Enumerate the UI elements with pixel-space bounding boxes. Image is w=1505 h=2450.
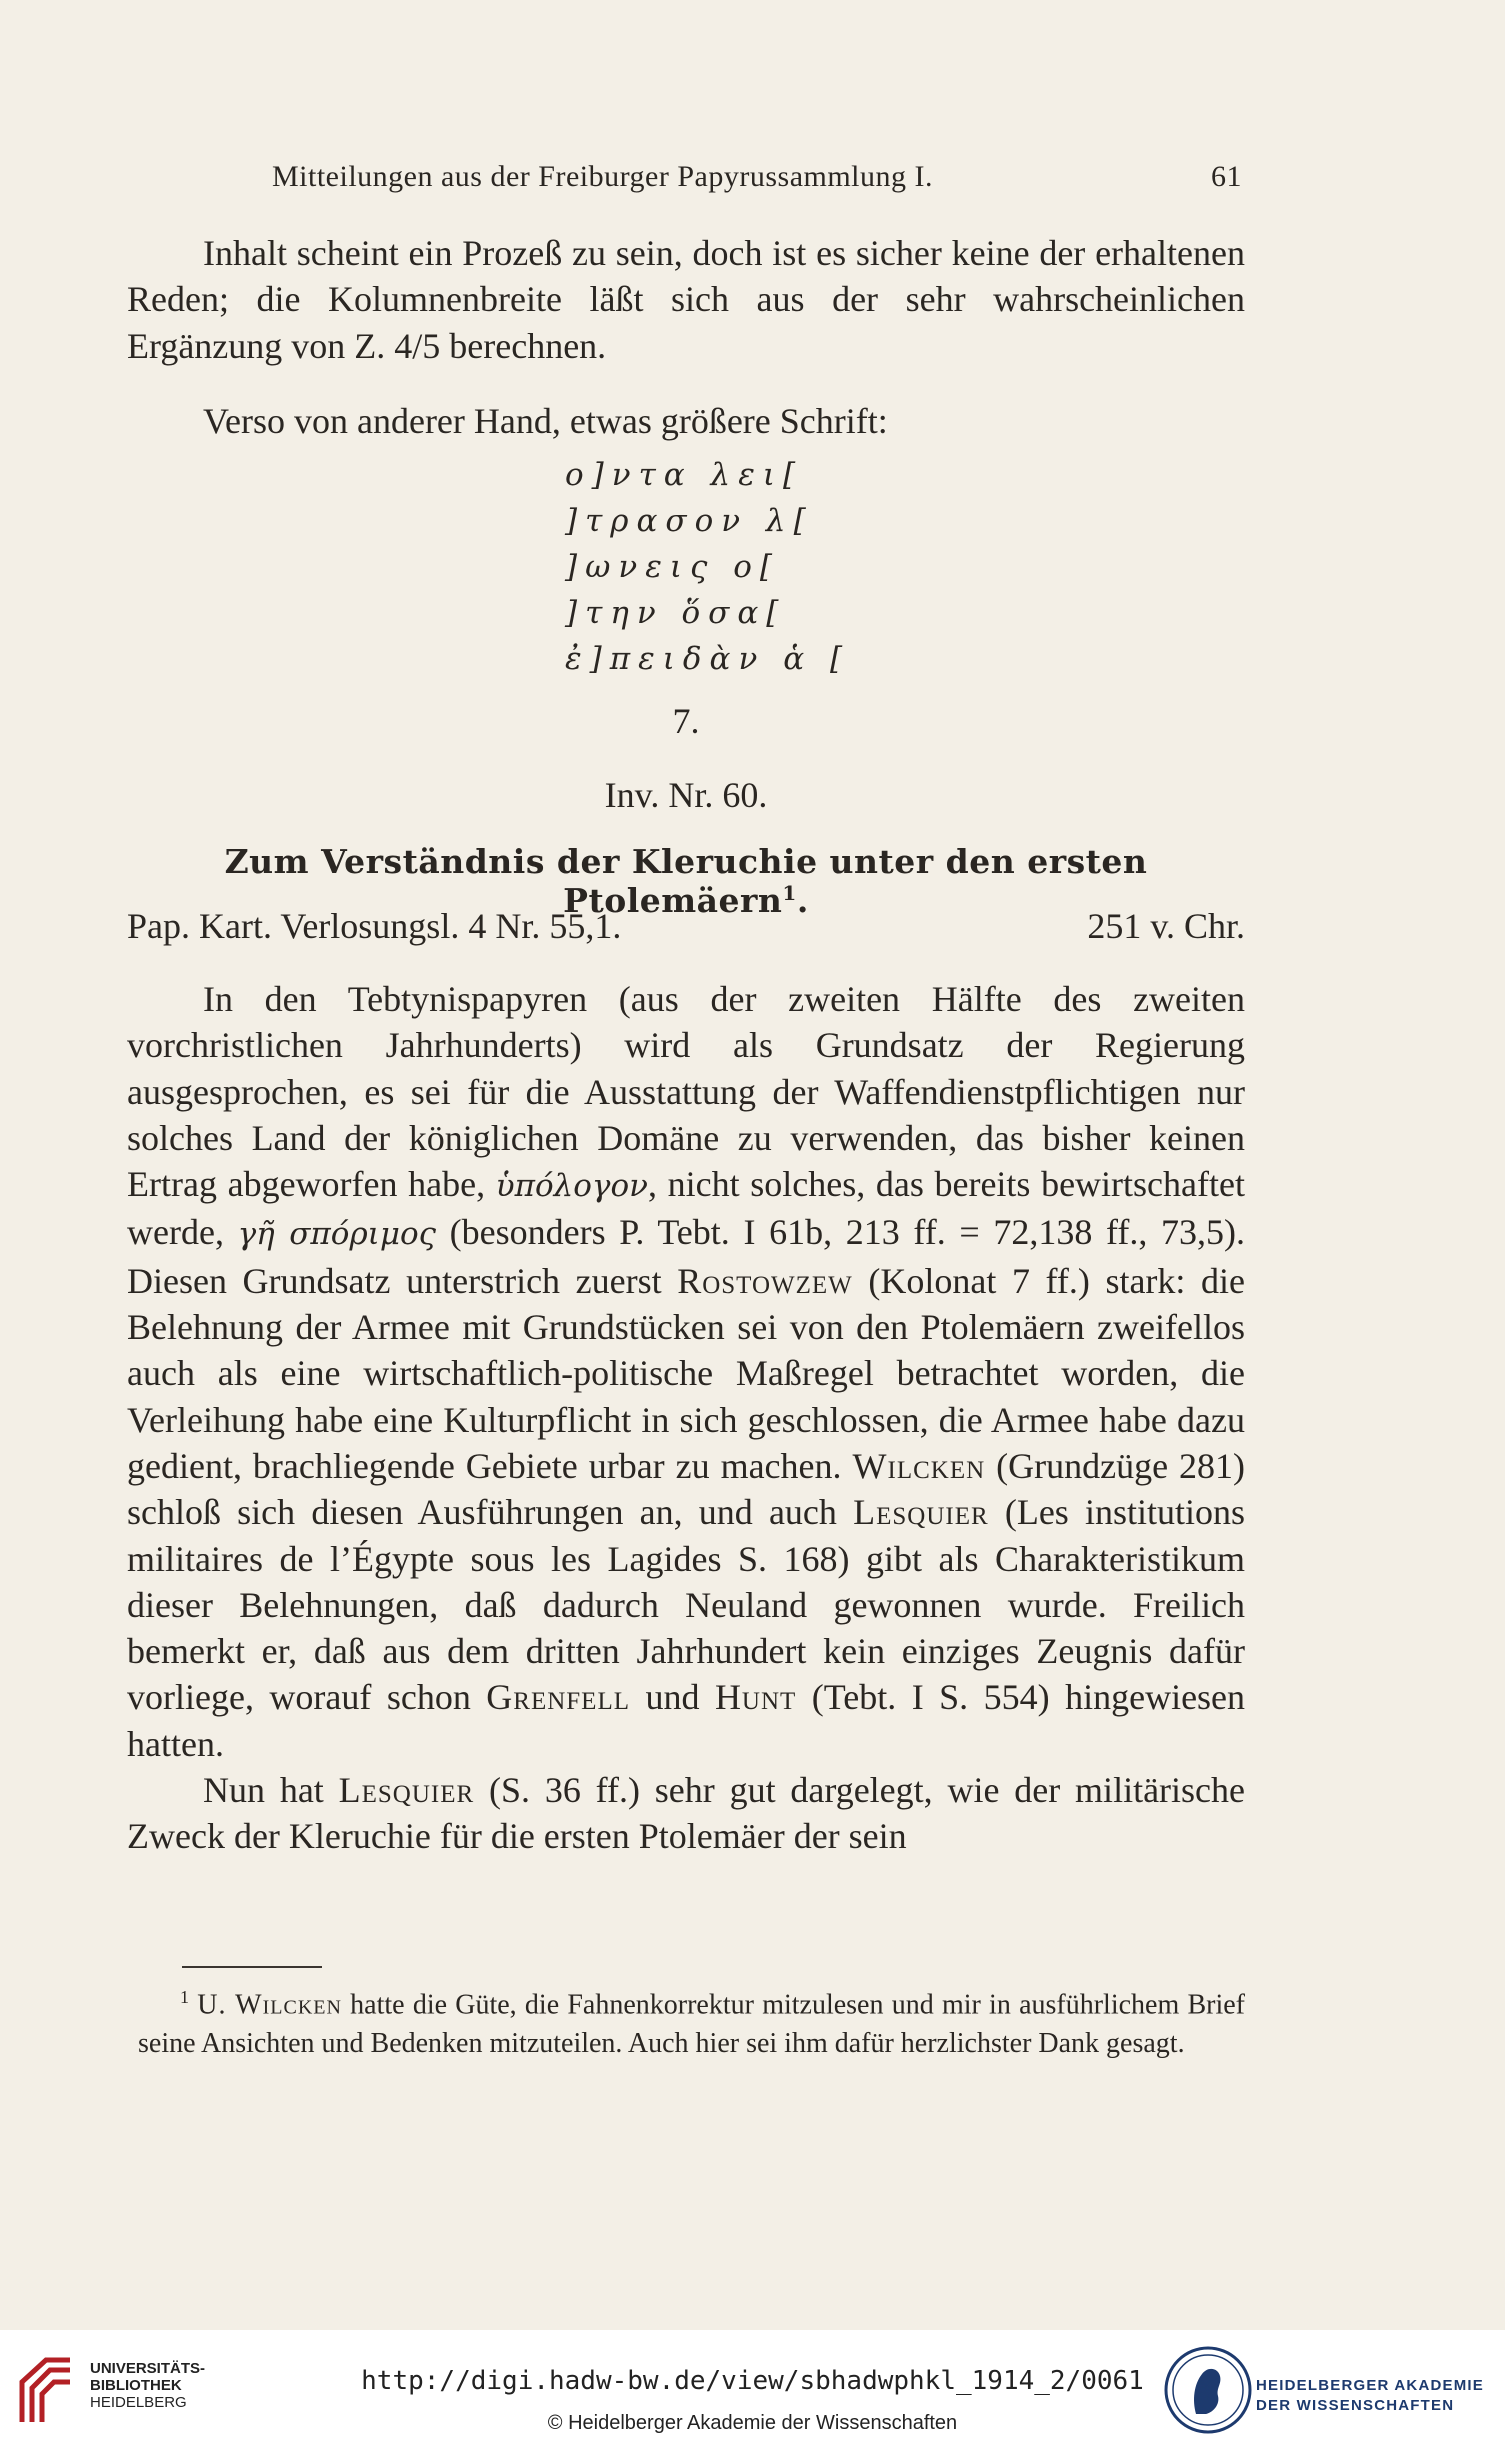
intro-paragraph: Inhalt scheint ein Prozeß zu sein, doch ist es sicher keine der erhaltenen Reden; die Kolumnenbreite läßt sich aus der sehr wahrscheinlichen Ergänzung von Z. 4/5 berechnen. bbox=[127, 233, 1245, 366]
document-meta bbox=[127, 905, 1245, 947]
intro-block bbox=[127, 230, 1245, 369]
greek-line-5: ἐ]πειδὰν ἁ [ bbox=[565, 641, 851, 677]
running-header bbox=[272, 160, 1242, 194]
greek-line-1: ο]ντα λει[ bbox=[565, 457, 804, 493]
greek-term-hypologon: ὑπόλογον bbox=[495, 1168, 648, 1205]
author-grenfell: Grenfell bbox=[486, 1677, 630, 1718]
university-library-name: UNIVERSITÄTS- BIBLIOTHEK HEIDELBERG bbox=[90, 2360, 206, 2411]
footnote-mark: 1 bbox=[180, 1987, 189, 2007]
section-title-end: . bbox=[796, 881, 809, 920]
section-title-text: Zum Verständnis der Kleruchie unter den ersten Ptolemäern bbox=[224, 842, 1148, 920]
footnote-reference: 1 bbox=[782, 881, 797, 905]
body-paragraph-2: Nun hat Lesquier (S. 36 ff.) sehr gut dargelegt, wie der militärische Zweck der Kleruchie für die ersten Ptolemäer der sein bbox=[127, 1770, 1246, 1857]
digitization-footer bbox=[0, 2330, 1505, 2450]
author-lesquier: Lesquier bbox=[853, 1492, 989, 1533]
greek-term-ge-sporimos: γῆ σπόριμος bbox=[237, 1216, 436, 1253]
footnote-divider bbox=[182, 1966, 322, 1968]
footnote-text: hatte die Güte, die Fahnenkorrektur mitzulesen und mir in ausführlichem Brief seine Ansichten und Bedenken mitzuteilen. Auch hier sei ihm dafür herzlichster Dank gesagt. bbox=[138, 1989, 1245, 2059]
copyright-notice: © Heidelberger Akademie der Wissenschaften bbox=[547, 2412, 958, 2434]
greek-line-4: ]την ὅσα[ bbox=[565, 595, 787, 631]
running-title: Mitteilungen aus der Freiburger Papyrussammlung I. bbox=[272, 160, 934, 193]
section-number: 7. bbox=[672, 701, 700, 741]
page-number: 61 bbox=[1211, 160, 1242, 193]
inventory-number: Inv. Nr. 60. bbox=[604, 775, 768, 815]
academy-name: HEIDELBERGER AKADEMIE DER WISSENSCHAFTEN bbox=[1256, 2377, 1484, 2414]
footnote-author: U. Wilcken bbox=[197, 1989, 342, 2021]
author-wilcken: Wilcken bbox=[852, 1445, 986, 1486]
author-rostowzew: Rostowzew bbox=[677, 1260, 853, 1301]
greek-line-2: ]τρασον λ[ bbox=[565, 503, 814, 539]
footnote bbox=[138, 1978, 1245, 2063]
greek-transcription bbox=[565, 452, 965, 682]
document-date: 251 v. Chr. bbox=[1087, 906, 1245, 946]
permalink-url[interactable]: http://digi.hadw-bw.de/view/sbhadwphkl_1914_2/0061 bbox=[361, 2366, 1144, 2396]
source-reference: Pap. Kart. Verlosungsl. 4 Nr. 55,1. bbox=[127, 906, 622, 946]
academy-seal-icon bbox=[1162, 2344, 1254, 2436]
body-paragraph-1: In den Tebtynispapyren (aus der zweiten Hälfte des zweiten vorchristlichen Jahrhunderts) wird als Grundsatz der Regierung ausgesprochen, es sei für die Ausstattung der Waffendienstpflichtigen nur solches Land der königlichen Domäne zu verwenden, das bisher keinen Ertrag abgeworfen habe, ὑπόλογον, nicht solches, das bereits bewirtschaftet werde, γῆ σπόριμος (besonders P. Tebt. I 61b, 213 ff. = 72,138 ff., 73,5). Diesen Grundsatz unterstrich zuerst Rostowzew (Kolonat 7 ff.) stark: die Belehnung der Armee mit Grundstücken sei von den Ptolemäern zweifellos auch als eine wirtschaftlich-politische Maßregel betrachtet worden, die Verleihung habe eine Kulturpflicht in sich geschlossen, die Armee habe dazu gedient, brachliegende Gebiete urbar zu machen. Wilcken (Grundzüge 281) schloß sich diesen Ausführungen an, und auch Lesquier (Les institutions militaires de l’Égypte sous les Lagides S. 168) gibt als Charakteristikum dieser Belehnungen, daß dadurch Neuland gewonnen wurde. Freilich bemerkt er, daß aus dem dritten Jahrhundert kein einziges Zeugnis dafür vorliege, worauf schon Grenfell und Hunt (Tebt. I S. 554) hingewiesen hatten. bbox=[127, 979, 1246, 1764]
verso-note: Verso von anderer Hand, etwas größere Schrift: bbox=[203, 401, 888, 441]
body-text bbox=[127, 976, 1245, 1860]
author-hunt: Hunt bbox=[714, 1677, 797, 1718]
greek-line-3: ]ωνεις ο[ bbox=[565, 549, 780, 585]
verso-note-block bbox=[127, 398, 1245, 444]
author-lesquier-2: Lesquier bbox=[338, 1770, 475, 1811]
